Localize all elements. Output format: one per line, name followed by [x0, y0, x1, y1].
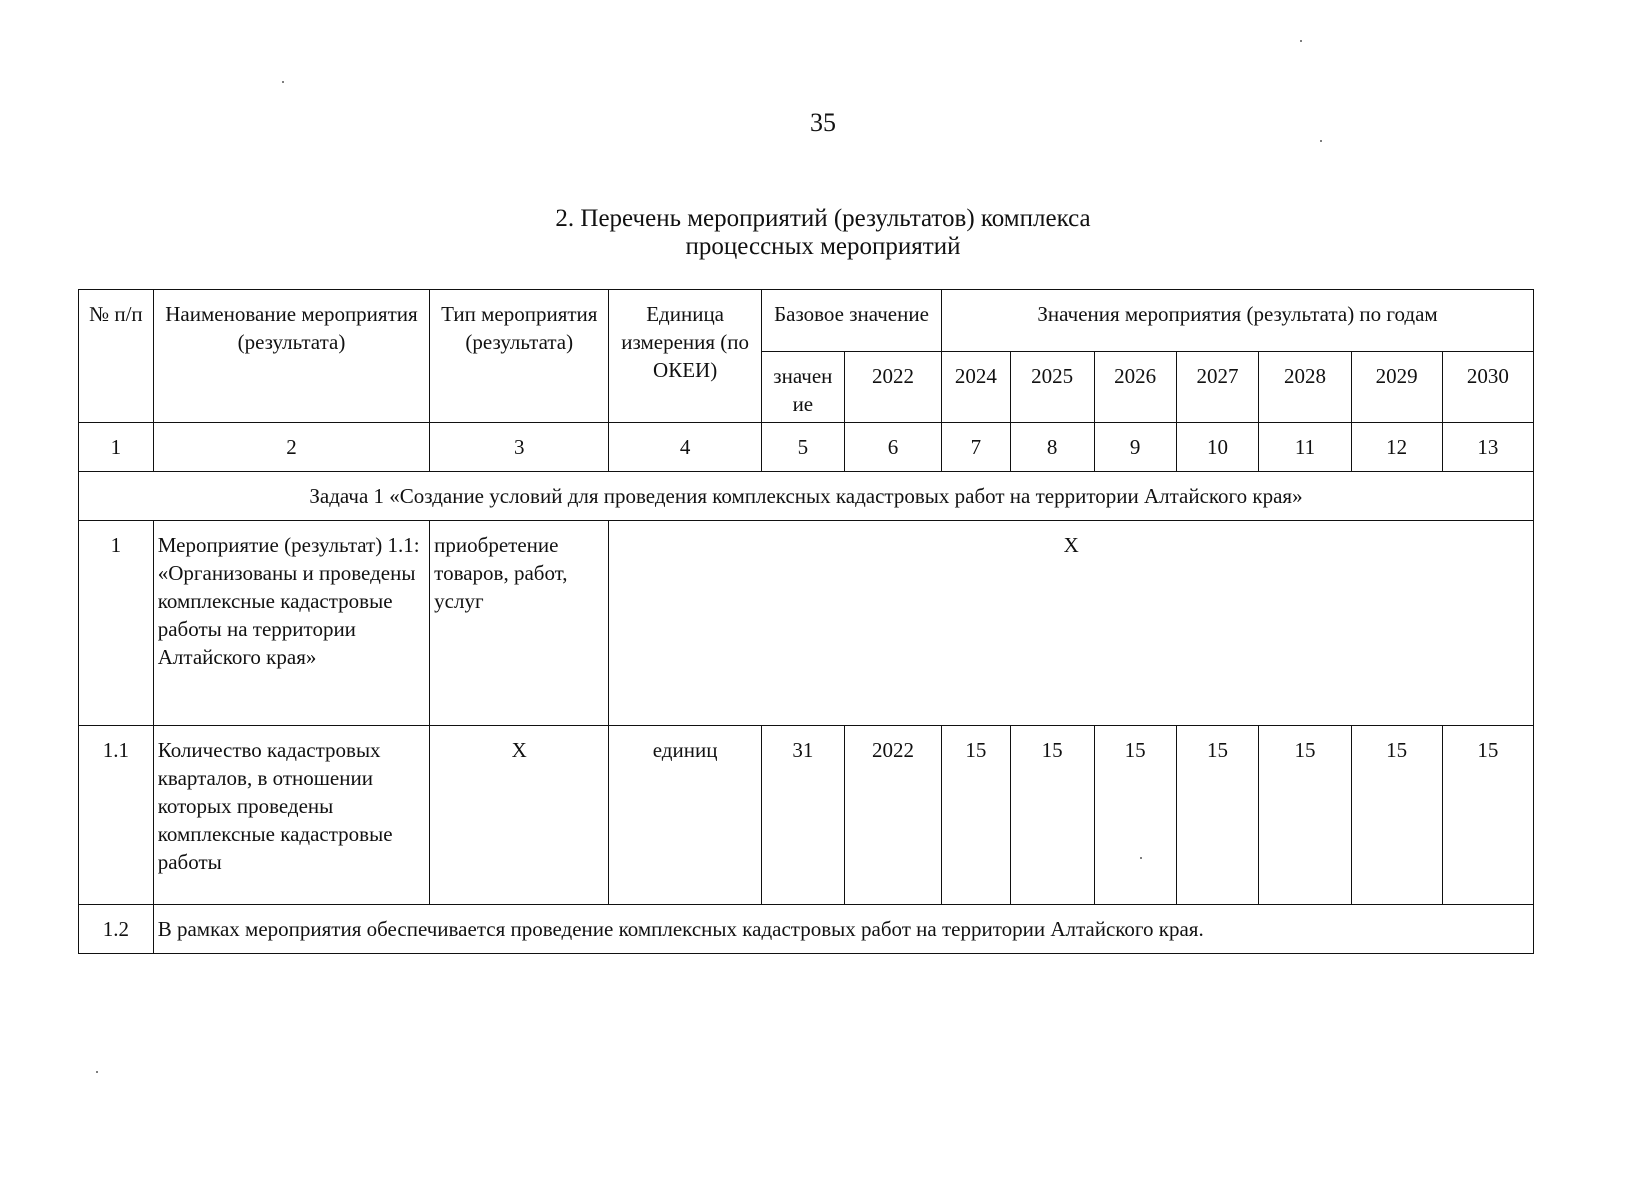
indicator-year-value: 15: [1442, 726, 1533, 905]
indicator-num: 1.1: [79, 726, 154, 905]
column-number: 13: [1442, 423, 1533, 472]
header-unit: Единица измерения (по ОКЕИ): [609, 290, 762, 423]
task-title: Задача 1 «Создание условий для проведения комплексных кадастровых работ на территории Алтайского края»: [79, 472, 1534, 521]
header-by-years: Значения мероприятия (результата) по годам: [942, 290, 1534, 352]
column-number: 3: [430, 423, 609, 472]
event-row: [79, 521, 1534, 726]
header-year: 2029: [1351, 352, 1442, 423]
scan-speck: [96, 1071, 98, 1073]
events-table: [78, 289, 1534, 954]
description-row: [79, 905, 1534, 954]
section-title: [0, 205, 1646, 261]
section-title-line1: 2. Перечень мероприятий (результатов) комплекса: [555, 205, 1091, 232]
indicator-year-value: 15: [1094, 726, 1176, 905]
indicator-name: Количество кадастровых кварталов, в отношении которых проведены комплексные кадастровые работы: [153, 726, 429, 905]
column-number: 7: [942, 423, 1011, 472]
header-type: Тип мероприятия (результата): [430, 290, 609, 423]
column-numbers-row: [79, 423, 1534, 472]
indicator-unit: единиц: [609, 726, 762, 905]
column-number: 5: [761, 423, 844, 472]
header-base: Базовое значение: [761, 290, 941, 352]
column-number: 12: [1351, 423, 1442, 472]
description-num: 1.2: [79, 905, 154, 954]
page-number: 35: [810, 108, 836, 137]
indicator-year-value: 15: [1259, 726, 1351, 905]
header-row-1: [79, 290, 1534, 352]
indicator-year-value: 15: [1010, 726, 1094, 905]
header-num: № п/п: [79, 290, 154, 423]
section-title-line2: процессных мероприятий: [685, 233, 961, 260]
column-number: 8: [1010, 423, 1094, 472]
indicator-year-value: 15: [942, 726, 1011, 905]
task-row: [79, 472, 1534, 521]
column-number: 2: [153, 423, 429, 472]
column-number: 1: [79, 423, 154, 472]
scan-speck: [1300, 40, 1302, 42]
header-year: 2028: [1259, 352, 1351, 423]
column-number: 9: [1094, 423, 1176, 472]
indicator-base-year: 2022: [844, 726, 941, 905]
indicator-year-value: 15: [1351, 726, 1442, 905]
header-year: 2024: [942, 352, 1011, 423]
header-base-value: значен ие: [761, 352, 844, 423]
header-year: 2027: [1176, 352, 1259, 423]
description-text: В рамках мероприятия обеспечивается проведение комплексных кадастровых работ на территории Алтайского края.: [153, 905, 1533, 954]
column-number: 10: [1176, 423, 1259, 472]
header-year: 2030: [1442, 352, 1533, 423]
scan-speck: [282, 81, 284, 83]
scan-speck: [1140, 857, 1142, 859]
event-num: 1: [79, 521, 154, 726]
event-rest-mark: Х: [609, 521, 1534, 726]
event-type: приобретение товаров, работ, услуг: [430, 521, 609, 726]
header-name: Наименование мероприятия (результата): [153, 290, 429, 423]
column-number: 11: [1259, 423, 1351, 472]
indicator-base-value: 31: [761, 726, 844, 905]
header-year: 2025: [1010, 352, 1094, 423]
column-number: 6: [844, 423, 941, 472]
header-year: 2026: [1094, 352, 1176, 423]
scan-speck: [1320, 140, 1322, 142]
header-base-year: 2022: [844, 352, 941, 423]
indicator-type: Х: [430, 726, 609, 905]
event-name: Мероприятие (результат) 1.1: «Организованы и проведены комплексные кадастровые работы на территории Алтайского края»: [153, 521, 429, 726]
column-number: 4: [609, 423, 762, 472]
indicator-row: [79, 726, 1534, 905]
indicator-year-value: 15: [1176, 726, 1259, 905]
